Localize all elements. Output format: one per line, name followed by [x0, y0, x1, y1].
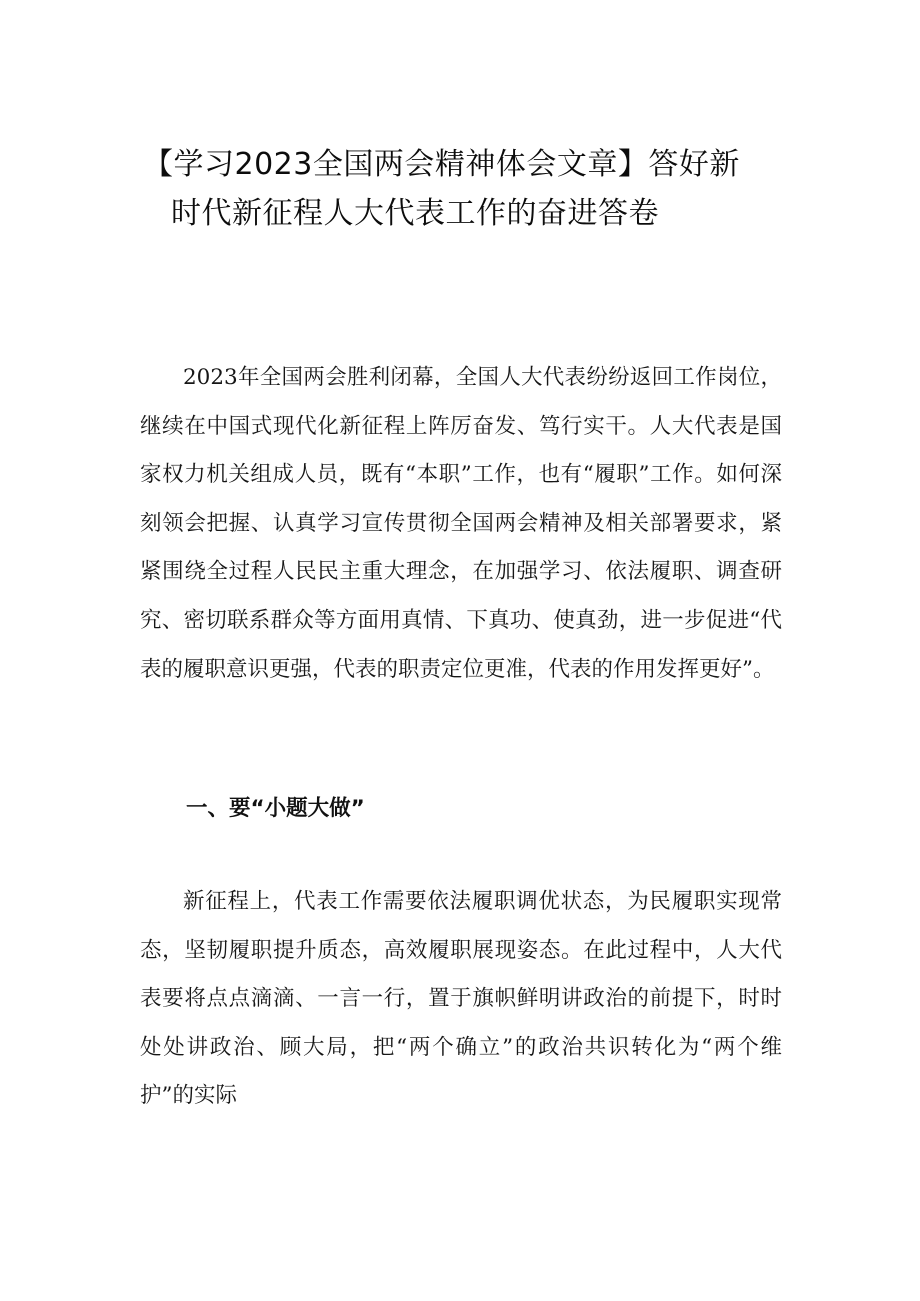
document-title-line-2: 时代新征程人大代表工作的奋进答卷: [171, 196, 659, 231]
document-title-line-1: 【学习2023全国两会精神体会文章】答好新: [143, 147, 740, 182]
section-1-paragraph: 新征程上，代表工作需要依法履职调优状态，为民履职实现常态，坚韧履职提升质态，高效履职展现姿态。在此过程中，人大代表要将点点滴滴、一言一行，置于旗帜鲜明讲政治的前提下，时时处处讲政治、顾大局，把“两个确立”的政治共识转化为“两个维护”的实际: [140, 889, 782, 1109]
section-heading-1: 一、要“小题大做”: [186, 796, 365, 821]
intro-paragraph: 2023年全国两会胜利闭幕，全国人大代表纷纷返回工作岗位，继续在中国式现代化新征程上阵厉奋发、笃行实干。人大代表是国家权力机关组成人员，既有“本职”工作，也有“履职”工作。如何深刻领会把握、认真学习宣传贯彻全国两会精神及相关部署要求，紧紧围绕全过程人民民主重大理念，在加强学习、依法履职、调查研究、密切联系群众等方面用真情、下真功、使真劲，进一步促进“代表的履职意识更强，代表的职责定位更准，代表的作用发挥更好”。: [140, 365, 782, 682]
